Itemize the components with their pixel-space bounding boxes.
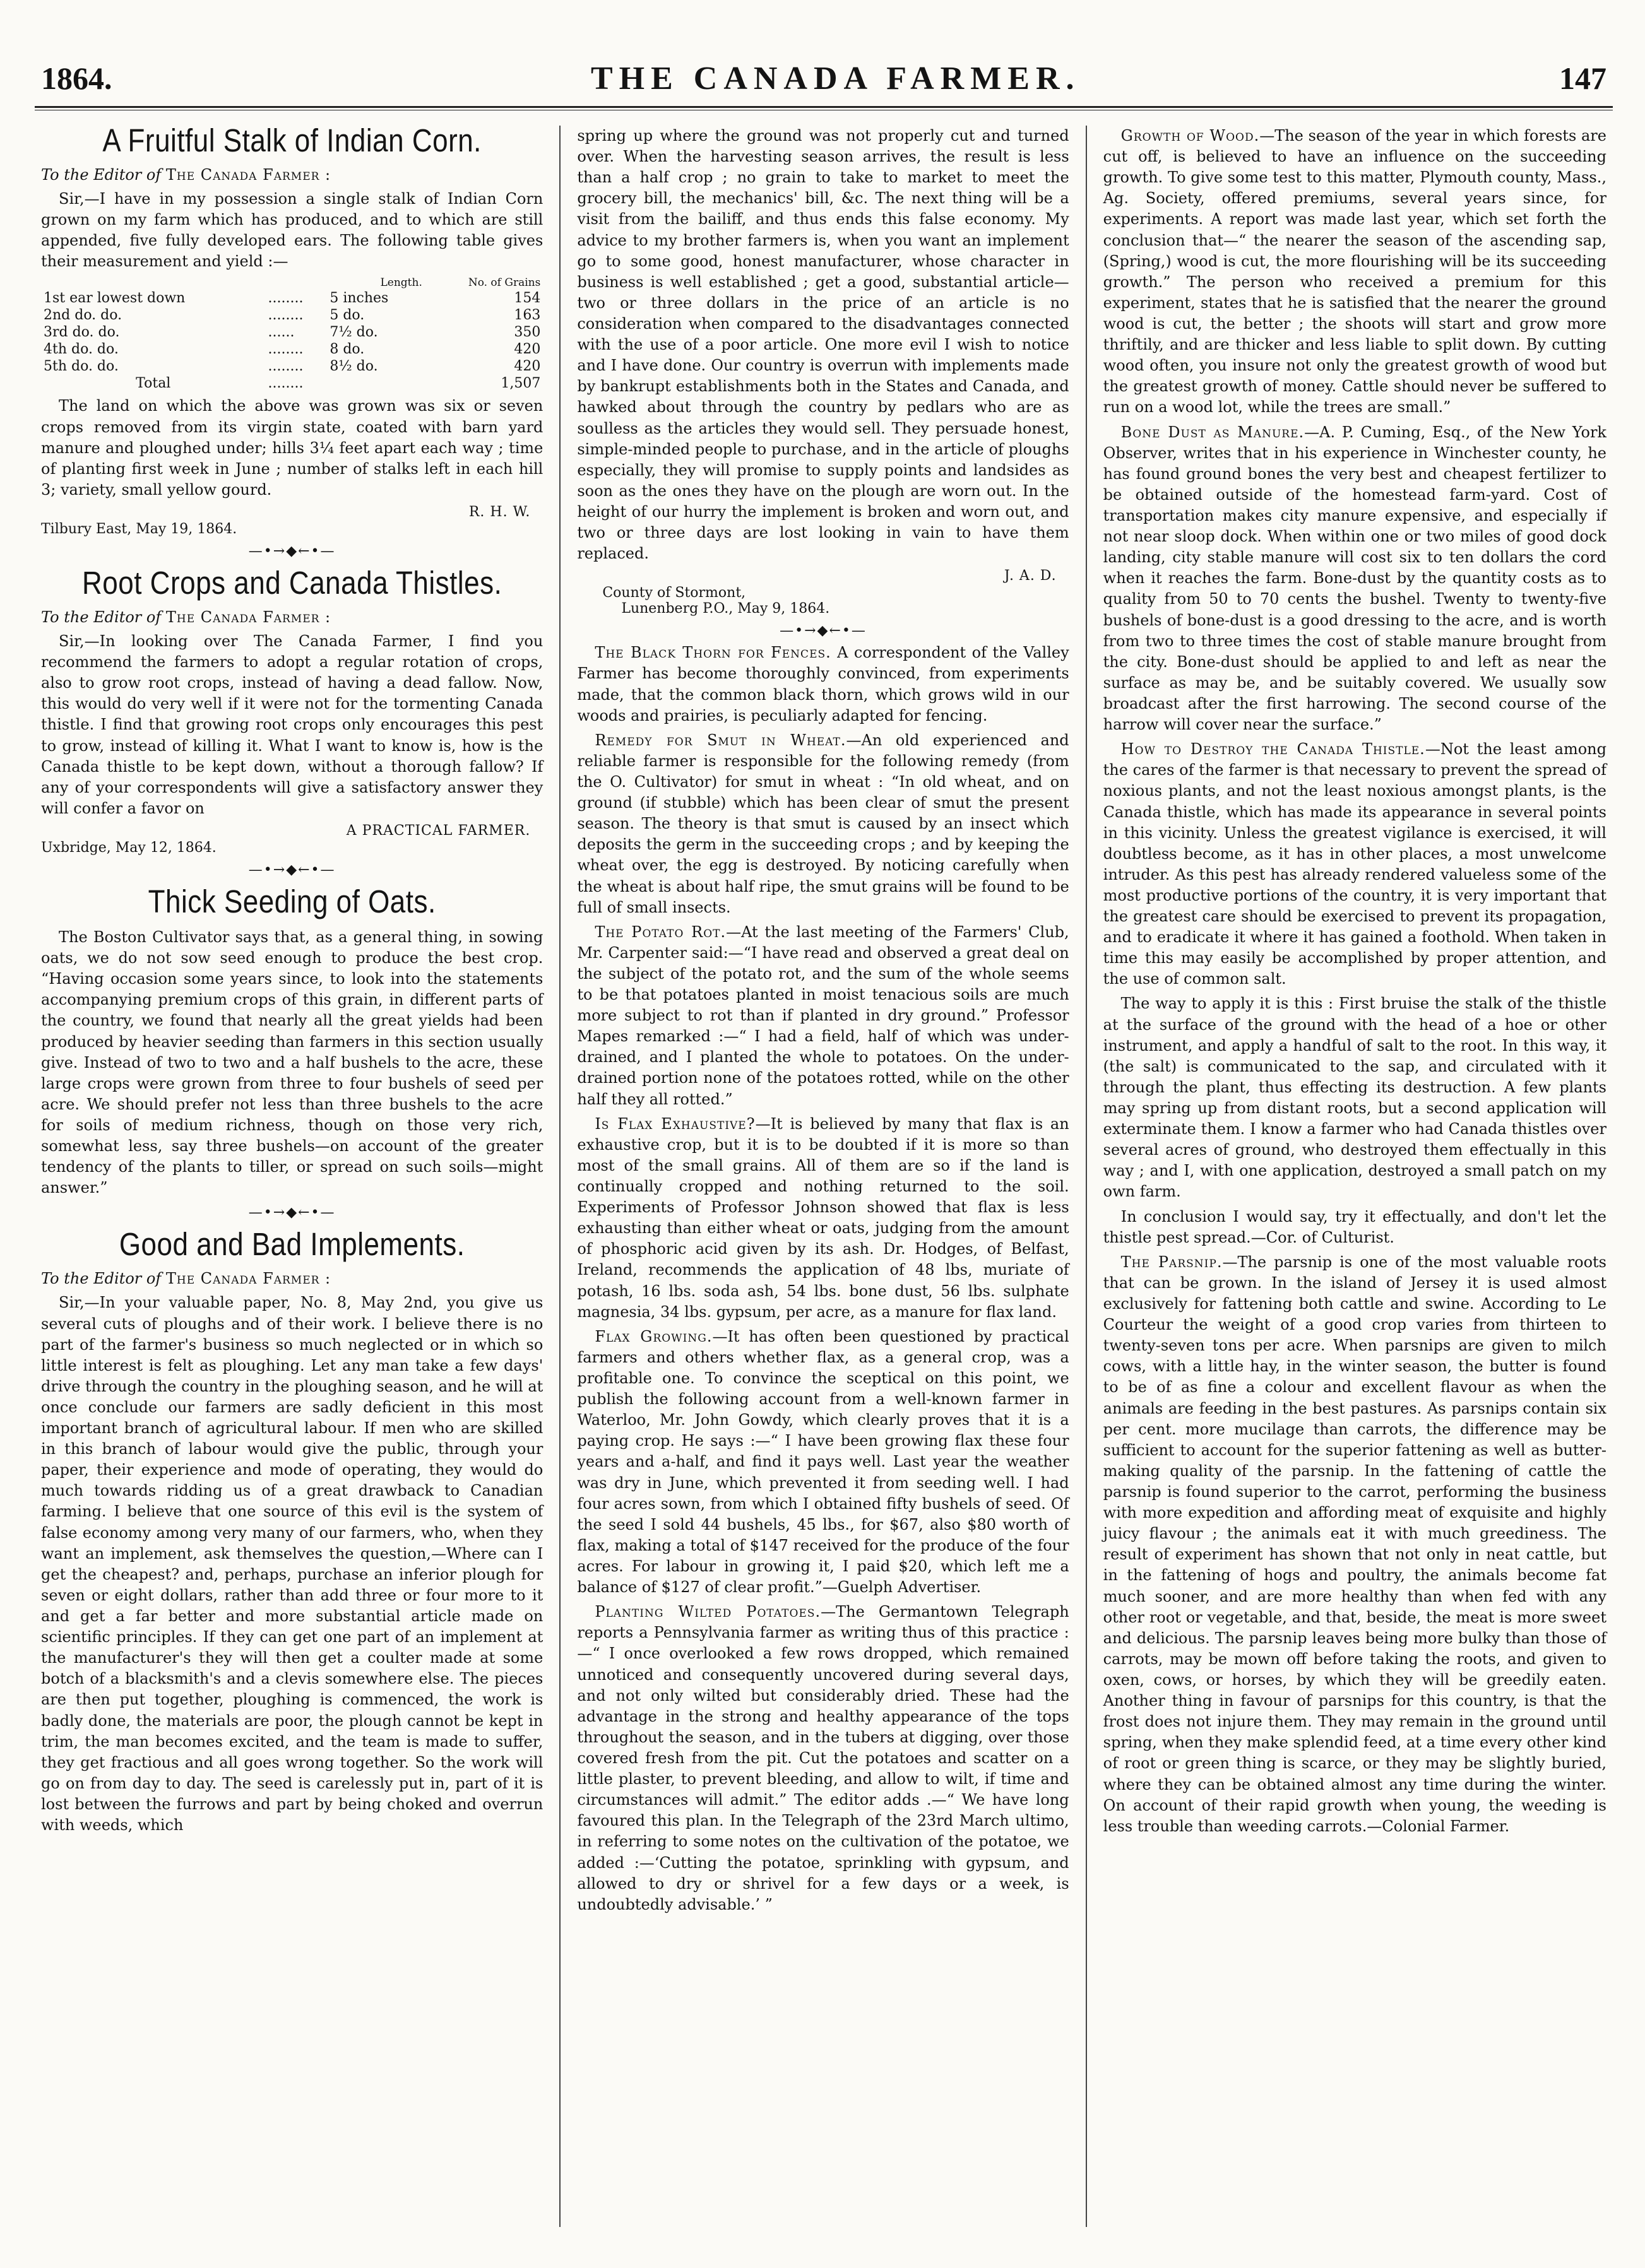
article-title: Root Crops and Canada Thistles.	[82, 565, 502, 601]
article-title: Good and Bad Implements.	[119, 1227, 465, 1263]
section-ornament: —•→◆←•—	[780, 623, 867, 639]
header-rule	[35, 106, 1613, 110]
news-item: Flax Growing.—It has often been questioned by practical farmers and others whether flax, as a general crop, was a profitable one. To convince the sceptical on this point, we publish the following account from a well-known farmer in Waterloo, Mr. John Gowdy, which clearly proves that it is a paying crop. He says :—“ I have been growing flax these four years and a-half, and find it pays well. Last year the weather was dry in June, which prevented it from seeding well. I had four acres sown, from which I obtained fifty bushels of seed. Of the seed I sold 44 bushels, 45 lbs., for $67, also $80 worth of flax, making a total of $147 received for the produce of the four acres. For labour in growing it, I paid $20, which left me a balance of $127 of clear profit.”—Guelph Advertiser.	[577, 1327, 1069, 1597]
article-title: A Fruitful Stalk of Indian Corn.	[102, 126, 482, 159]
article-paragraph: The way to apply it is this : First bruise the stalk of the thistle at the surface of the ground with the head of a hoe or other instrument, and apply a handful of salt to the root. In this way, it (the salt) is communicated to the sap, and circulated with it through the plant, thus effecting its destruction. A few plants may spring up from distant roots, but a second application will exterminate them. I know a farmer who had Canada thistles over several acres of ground, who destroyed them effectually in this way ; and I, with one application, destroyed a small patch on my own farm.	[1103, 995, 1606, 1201]
news-item: Remedy for Smut in Wheat.—An old experienced and reliable farmer is responsible for the following remedy (from the O. Cultivator) for smut in wheat : “In old wheat, and on ground (if stubble) which has been clear of smut the present season. The theory is that smut is caused by an insect which deposits the germ in the succeeding crops ; and by keeping the wheat over, the egg is destroyed. By noticing carefully when the wheat is about half ripe, the smut grains will be found to be full of small insects.	[577, 731, 1069, 916]
dateline: Uxbridge, May 12, 1864.	[41, 839, 217, 856]
section-ornament: —•→◆←•—	[248, 1205, 336, 1221]
news-item: Growth of Wood.—The season of the year in which forests are cut off, is believed to have an influence on the succeeding growth. To give some test to this matter, Plymouth county, Mass., Ag. Society, offered premiums, several years since, for experiments. A report was made last year, which set forth the conclusion that—“ the nearer the season of the ascending sap, (Spring,) wood is cut, the more flourishing will be its succeeding growth.” The person who received a premium for this experiment, states that he is satisfied that the nearer the ground wood is cut, the better ; the shoots will start and grow more thriftily, and are thicker and less liable to split down. By cutting wood often, you insure not only the greatest growth of wood but the greatest growth of money. Cattle should never be suffered to run on a wood lot, while the trees are small.”	[1103, 127, 1606, 416]
column-2	[561, 126, 1086, 2227]
page-header	[35, 60, 1613, 106]
column-header: Length.	[380, 276, 422, 290]
columns	[35, 126, 1613, 2227]
news-item: How to Destroy the Canada Thistle.—Not the least among the cares of the farmer is that necessary to prevent the spread of noxious plants, and not the least noxious amongst plants, is the Canada thistle, which has made its appearance in several points in this vicinity. Unless the greatest vigilance is exercised, it will doubtless become, as it has in other places, a most unwelcome intruder. As this pest has already rendered valueless some of the most productive portions of the country, it is very important that the greatest care should be exercised to prevent its propagation, and to eradicate it where it has gained a foothold. When taken in time this may easily be accomplished by proper attention, and the use of common salt.	[1103, 740, 1606, 988]
salutation-line: To the Editor of The Canada Farmer :	[41, 608, 331, 626]
column-header: No. of Grains	[468, 276, 541, 290]
corn-measurement-table	[41, 276, 543, 392]
table-row: 2nd do. do. ........ 5 do. 163	[44, 307, 541, 324]
column-1	[35, 126, 561, 2227]
news-item: Planting Wilted Potatoes.—The Germantown Telegraph reports a Pennsylvania farmer as writing thus of this practice :—“ I once overlooked a few rows dropped, which remained unnoticed and consequently uncovered during several days, and not only wilted but considerably dried. These had the advantage in the strong and healthy appearance of the tops throughout the season, and in the tubers at digging, over those covered fresh from the pit. Cut the potatoes and scatter on a little plaster, to prevent bleeding, and allow to wilt, if time and circumstances will admit.” The editor adds .—“ We have long favoured this plan. In the Telegraph of the 23rd March ultimo, in referring to some notes on the cultivation of the potatoe, we added :—‘Cutting the potatoe, sprinkling with gypsum, and allowed to dry or shrivel for a few days or a week, is undoubtedly advisable.’ ”	[577, 1603, 1069, 1913]
table-row: 5th do. do. ........ 8½ do. 420	[44, 358, 541, 375]
newspaper-page	[35, 60, 1613, 2250]
page-number: 147	[1559, 61, 1606, 96]
table-row: 3rd do. do. ...... 7½ do. 350	[44, 324, 541, 341]
news-item: The Potato Rot.—At the last meeting of the Farmers' Club, Mr. Carpenter said:—“I have read and observed a great deal on the subject of the potato rot, and the sum of the whole seems to be that potatoes planted in moist tenacious soils are much more subject to rot than if planted in dry ground.” Professor Mapes remarked :—“ I had a field, half of which was under-drained, and I planted the whole to potatoes. On the under-drained portion none of the potatoes rotted, while on the other half they all rotted.”	[577, 923, 1069, 1108]
signature: J. A. D.	[1004, 568, 1057, 584]
table-row: 4th do. do. ........ 8 do. 420	[44, 341, 541, 358]
header-year: 1864.	[41, 61, 112, 96]
location-line: County of Stormont,	[602, 585, 746, 601]
article-paragraph: spring up where the ground was not properly cut and turned over. When the harvesting season arrives, the result is less than a half crop ; no grain to take to market to meet the grocery bill, the mechanics' bill, &c. The next thing will be a visit from the bailiff, and thus ends this false economy. My advice to my brother farmers is, when you want an implement go to some good, honest manufacturer, whose character in business is well established ; get a good, substantial article—two or three dollars in the price of an article is no consideration when compared to the disadvantages connected with the use of a poor article. One more evil I wish to notice and I have done. Our country is overrun with implements made by bankrupt establishments both in the States and Canada, and hawked about through the country by pedlars who are as soulless as the articles they would sell. They persuade honest, simple-minded people to purchase, and in the article of ploughs especially, they will promise to supply points and landsides as soon as the ones they have on the plough are worn out. In the height of our hurry the implement is broken and worn out, and two or three days are lost looking in vain to have them replaced.	[577, 127, 1069, 563]
article-title: Thick Seeding of Oats.	[148, 884, 436, 920]
news-item: The Black Thorn for Fences. A correspondent of the Valley Farmer has become thoroughly convinced, from experiments made, that the common black thorn, which grows wild in our woods and prairies, is peculiarly adapted for fencing.	[577, 644, 1069, 724]
article-paragraph: Sir,—In looking over The Canada Farmer, I find you recommend the farmers to adopt a regular rotation of crops, also to grow root crops, instead of having a dead fallow. Now, this would do very well if it were not for the tormenting Canada thistle. I find that growing root crops only encourages this pest to grow, instead of killing it. What I want to know is, how is the Canada thistle to be kept down, without a thorough fallow? If any of your correspondents will give a satisfactory answer they will confer a favor on	[41, 632, 543, 817]
signature: R. H. W.	[468, 504, 531, 520]
salutation-line: To the Editor of The Canada Farmer :	[41, 166, 331, 184]
dateline: Lunenberg P.O., May 9, 1864.	[621, 601, 830, 617]
section-ornament: —•→◆←•—	[248, 861, 336, 878]
signature: A PRACTICAL FARMER.	[346, 822, 531, 839]
article-paragraph: Sir,—I have in my possession a single stalk of Indian Corn grown on my farm which has produced, and to which are still appended, five fully developed ears. The following table gives their measurement and yield :—	[41, 190, 543, 271]
dateline: Tilbury East, May 19, 1864.	[41, 521, 237, 537]
article-paragraph: Sir,—In your valuable paper, No. 8, May 2nd, you give us several cuts of ploughs and of their work. I believe there is no part of the farmer's business so much neglected or in which so little interest is felt as ploughing. Let any man take a few days' drive through the country in the ploughing season, and he will at once conclude our farmers are sadly deficient in this most important branch of agricultural labour. If men who are skilled in this branch of labour would give the public, through your paper, their experience and mode of operating, they would do much towards ridding us of a great drawback to Canadian farming. I believe that one source of this evil is the system of false economy among very many of our farmers, who, when they want an implement, ask themselves the question,—Where can I get the cheapest? and, perhaps, purchase an inferior plough for seven or eight dollars, rather than add three or four more to it and get a far better and more substantial article made on scientific principles. If they can get one part of an implement at the manufacturer's they will then get a coulter made at some botch of a blacksmith's and a clevis somewhere else. The pieces are then put together, ploughing is commenced, the work is badly done, the materials are poor, the plough cannot be kept in trim, the man becomes excited, and the team is made to suffer, they get fractious and all goes wrong together. So the work will go on from day to day. The seed is carelessly put in, part of it is lost between the furrows and part by being choked and overrun with weeds, which	[41, 1294, 543, 1834]
table-row: 1st ear lowest down ........ 5 inches 154	[44, 290, 541, 307]
salutation-line: To the Editor of The Canada Farmer :	[41, 1270, 331, 1288]
news-item: Bone Dust as Manure.—A. P. Cuming, Esq., of the New York Observer, writes that in his experience in Winchester county, he has found ground bones the very best and cheapest fertilizer to be obtained outside of the homestead farm-yard. Cost of transportation makes city manure expensive, and especially if not near sloop dock. When within one or two miles of good dock landing, city stable manure will cost six to ten dollars the cord when it reaches the farm. Bone-dust by the quantity costs as to quality from 50 to 70 cents the bushel. Twenty to twenty-five bushels of bone-dust is a good dressing to the acre, and is worth from two to three times the cost of stable manure brought from the city. Bone-dust should be applied to and left as near the surface as may be, and be suitably covered. We usually sow broadcast after the first harrowing. The second course of the harrow will cover near the surface.”	[1103, 423, 1606, 734]
news-item: The Parsnip.—The parsnip is one of the most valuable roots that can be grown. In the island of Jersey it is used almost exclusively for fattening both cattle and swine. According to Le Courteur the weight of a good crop varies from thirteen to twenty-seven tons per acre. When parsnips are given to milch cows, with a little hay, in the winter season, the butter is found to be of as fine a colour and excellent flavour as when the animals are feeding in the best pastures. As parsnips contain six per cent. more mucilage than carrots, the difference may be sufficient to account for the superior fattening as well as butter-making quality of the parsnip. In the fattening of cattle the parsnip is found superior to the carrot, performing the business with more expedition and affording meat of exquisite and highly juicy flavour ; the animals eat it with much greediness. The result of experiment has shown that not only in neat cattle, but in the fattening of hogs and poultry, the animals become fat much sooner, and are more healthy than when fed with any other root or vegetable, and that, beside, the meat is more sweet and delicious. The parsnip leaves being more bulky than those of carrots, may be mown off before taking the roots, and given to oxen, cows, or horses, by which they will be greedily eaten. Another thing in favour of parsnips for this country, is that the frost does not injure them. They may remain in the ground until spring, when they make splendid feed, at a time every other kind of root or green thing is scarce, or they may be slightly buried, where they can be obtained almost any time during the winter. On account of their rapid growth when young, the weeding is less trouble than weeding carrots.—Colonial Farmer.	[1103, 1253, 1606, 1835]
article-paragraph: In conclusion I would say, try it effectually, and don't let the thistle pest spread.—Cor. of Culturist.	[1103, 1207, 1606, 1246]
section-ornament: —•→◆←•—	[248, 543, 336, 559]
news-item: Is Flax Exhaustive?—It is believed by many that flax is an exhaustive crop, but it is to be doubted if it is more so than most of the small grains. All of them are so if the land is continually cropped and nothing returned to the soil. Experiments of Professor Johnson showed that flax is less exhausting than either wheat or oats, judging from the amount of phosphoric acid given by its ash. Dr. Hodges, of Belfast, Ireland, recommends the application of 48 lbs, muriate of potash, 16 lbs. soda ash, 54 lbs. bone dust, 56 lbs. sulphate magnesia, 34 lbs. gypsum, per acre, as a manure for flax land.	[577, 1114, 1069, 1321]
article-paragraph: The Boston Cultivator says that, as a general thing, in sowing oats, we do not sow seed enough to produce the best crop. “Having occasion some years since, to look into the statements accompanying premium crops of this grain, in different parts of the country, we found that nearly all the great yields had been produced by heavier seeding than farmers in this section usually give. Instead of two to two and a half bushels to the acre, these large crops were grown from three to four bushels of seed per acre. We should prefer not less than three bushels to the acre for soils of medium richness, though on those very rich, somewhat less, say three bushels—on account of the greater tendency of the plants to tiller, or spread on such soils—might answer.”	[41, 928, 543, 1197]
column-3	[1087, 126, 1613, 2227]
article-paragraph: The land on which the above was grown was six or seven crops removed from its virgin state, coated with barn yard manure and ploughed under; hills 3¼ feet apart each way ; time of planting first week in June ; number of stalks left in each hill 3; variety, small yellow gourd.	[41, 397, 543, 499]
masthead-title: THE CANADA FARMER.	[590, 61, 1081, 97]
table-total-row: Total ........ 1,507	[136, 375, 541, 392]
